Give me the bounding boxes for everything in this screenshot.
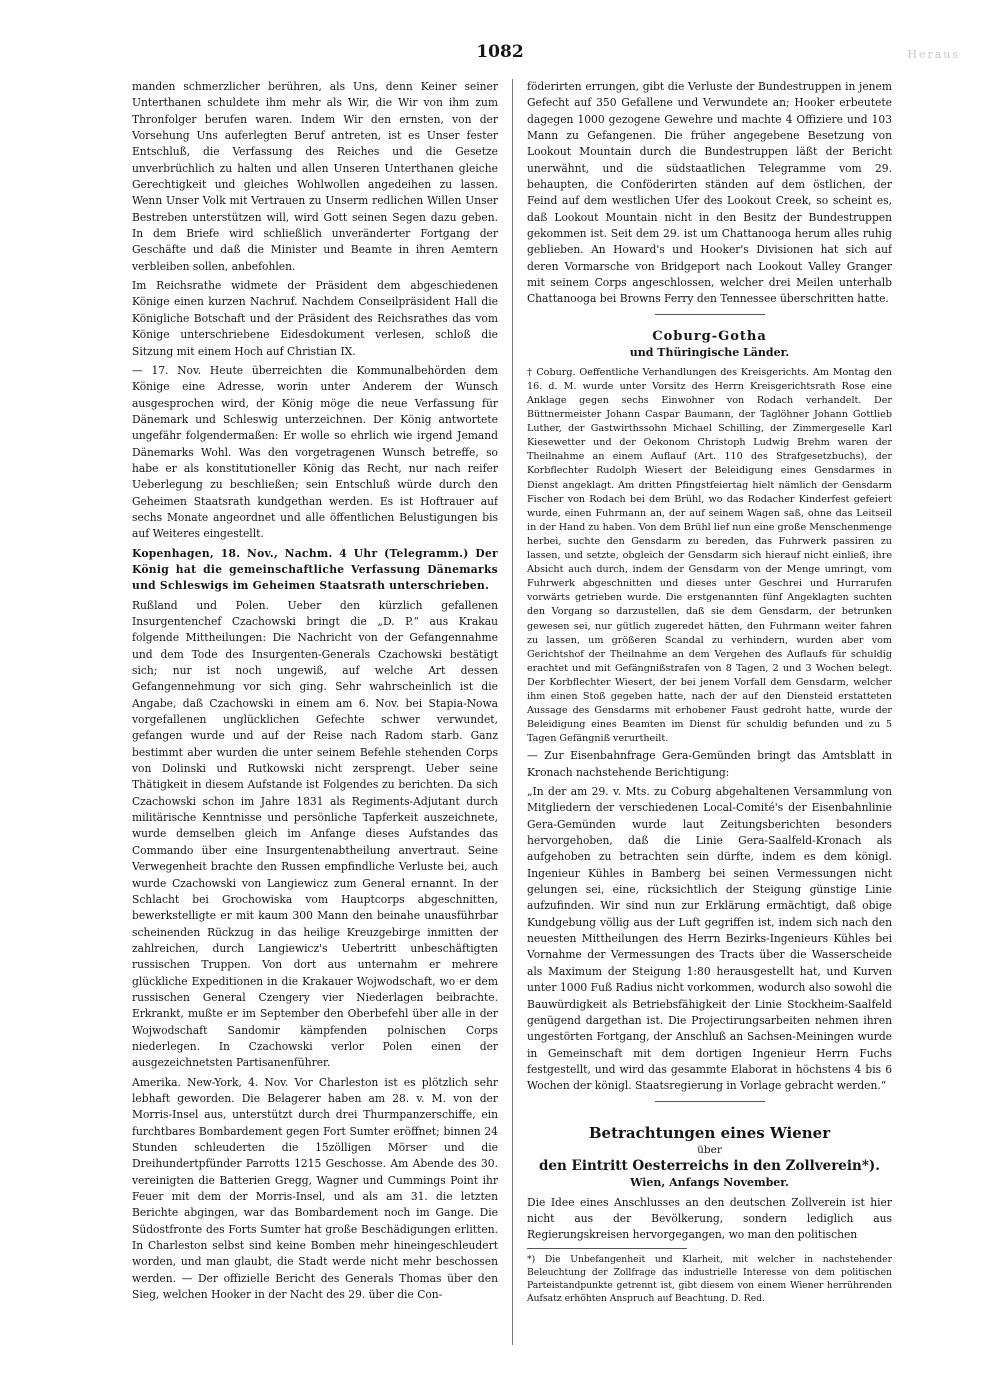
column-divider — [512, 79, 513, 1345]
article-subtitle: den Eintritt Oesterreichs in den Zollverein*). — [538, 1157, 880, 1174]
rail-quote: „In der am 29. v. Mts. zu Coburg abgehaltenen Versammlung von Mitgliedern der verschiedenen Local-Comité's der Eisenbahnlinie Gera-Gemünden wurde laut Zeitungsberichten besonders hervorgehoben, daß die Linie Gera-Saalfeld-Kronach als aufgehoben zu betrachten sein dürfte, indem es dem königl. Ingenieur Kühles in Bamberg bei seinen Vermessungen nicht gelungen sei, eine, rücksichtlich der Steigung günstige Linie aufzufinden. Wir sind nun zur Erklärung ermächtigt, daß obige Kundgebung völlig aus der Luft gegriffen ist, indem sich nach den neuesten Mittheilungen des Herrn Bezirks-Ingenieurs Kühles bei Vornahme der Vermessungen des Tracts über die Wasserscheide als Maximum der Steigung 1:80 herausgestellt hat, und Kurven unter 1000 Fuß Radius nicht vorkommen, wodurch also sowohl die Bauwürdigkeit als Betriebsfähigkeit der Linie Stockheim-Saalfeld genügend dargethan ist. Die Projectirungsarbeiten nehmen ihren ungestörten Fortgang, der Anschluß an Sachsen-Meiningen wurde in Gemeinschaft mit dem dortigen Ingenieur Herrn Fuchs festgestellt, und wird das gesammte Elaborat in höchstens 4 bis 6 Wochen der königl. Staatsregierung in Vorlage gebracht werden.“ — [527, 785, 892, 1093]
footnote: *) Die Unbefangenheit und Klarheit, mit welcher in nachstehender Beleuchtung der Zollfrage das industrielle Interesse von dem politischen Parteistandpunkte getrennt ist, gibt diesem von einem Wiener herrührenden Aufsatz erhöhten Anspruch auf Beachtung. D. Red. — [527, 1253, 892, 1304]
court-report: † Coburg. Oeffentliche Verhandlungen des Kreisgerichts. Am Montag den 16. d. M. wurde unter Vorsitz des Herrn Kreisgerichtsrath Rose eine Anklage gegen sechs Einwohner von Rodach verhandelt. Der Büttnermeister Johann Caspar Baumann, der Taglöhner Johann Gottlieb Luther, der Gastwirthssohn Michael Schilling, der Zimmergeselle Karl Kiesewetter und der Oekonom Christoph Ludwig Brehm waren der Theilnahme an einem Auflauf (Art. 110 des Strafgesetzbuchs), der Korbflechter Rudolph Wiesert der Beleidigung eines Gensdarmes in Dienst angeklagt. Am dritten Pfingstfeiertag hielt nämlich der Gensdarm Fischer von Rodach bei dem Brühl, wo das Rodacher Kinderfest gefeiert wurde, einen Fuhrmann an, der auf seinem Wagen saß, ohne das Leitseil in der Hand zu haben. Von dem Brühl lief nun eine große Menschenmenge herbei, suchte den Gensdarm zu bereden, das Fuhrwerk passiren zu lassen, und setzte, obgleich der Gensdarm sich hierauf nicht einließ, ihre Absicht auch durch, indem der Gensdarm von der Menge umringt, vom Fuhrwerk abgeschnitten und dieses unter Geschrei und Hurrarufen vorwärts getrieben wurde. Die erstgenannten fünf Angeklagten suchten den Vorgang so darzustellen, daß sie dem Gensdarm, der betrunken gewesen sei, nur gütlich zugeredet hätten, den Fuhrmann weiter fahren zu lassen, um größeren Scandal zu verhindern, wurden aber vom Gerichtshof der Theilnahme an dem Vergehen des Auflaufs für schuldig erachtet und mit Gefängnißstrafen von 8 Tagen, 2 und 3 Wochen belegt. Der Korbflechter Wiesert, der bei jenem Vorfall dem Gensdarm, welcher ihm einen Stoß gegeben hatte, nach der auf den Diensteid erstatteten Aussage des Gensdarms mit erhobener Faust gedroht hatte, wurde der Beleidigung eines Beamten im Dienst für schuldig befunden und zu 5 Tagen Gefängniß verurtheilt. — [527, 366, 892, 745]
left-paragraph-4: Kopenhagen, 18. Nov., Nachm. 4 Uhr (Telegramm.) Der König hat die gemeinschaftliche Verfassung Dänemarks und Schleswigs im Geheimen Staatsrath unterschrieben. — [132, 546, 498, 593]
bleed-through-text: Heraus — [907, 48, 960, 61]
article-byline: Wien, Anfangs November. — [630, 1175, 789, 1189]
left-column — [132, 79, 498, 1345]
article-body: Die Idee eines Anschlusses an den deutschen Zollverein ist hier nicht aus der Bevölkerung, sondern lediglich aus Regierungskreisen hervorgegangen, wo man den politischen — [527, 1195, 892, 1242]
left-paragraph-2: Im Reichsrathe widmete der Präsident dem abgeschiedenen Könige einen kurzen Nachruf. Nachdem Conseilpräsident Hall die Königliche Botschaft und der Präsident des Reichsrathes das vom Könige unterschriebene Eidesdokument verlesen, schloß die Sitzung mit einem Hoch auf Christian IX. — [132, 279, 498, 358]
page-header — [0, 42, 1000, 66]
left-paragraph-1: manden schmerzlicher berühren, als Uns, denn Keiner seiner Unterthanen schuldete ihm mehr als Wir, die Wir von ihm zum Thronfolger berufen waren. Indem Wir den ernsten, von der Vorsehung Uns auferlegten Beruf antreten, ist es Unser fester Entschluß, die Verfassung des Reiches und die Gesetze unverbrüchlich zu halten und allen Unseren Unterthanen gleiche Gerechtigkeit und gleiches Wohlwollen angedeihen zu lassen. Wenn Unser Volk mit Vertrauen zu Unserm redlichen Willen Unser Bestreben unterstützen will, wird Gott seinen Segen dazu geben. In dem Briefe wird schließlich unveränderter Fortgang der Geschäfte und daß die Minister und Beamte in ihren Aemtern verbleiben sollen, anbefohlen. — [132, 80, 498, 273]
article-separator — [655, 1101, 765, 1102]
section-title: Coburg-Gotha — [652, 328, 767, 344]
page-number: 1082 — [476, 42, 524, 62]
section-separator — [655, 314, 765, 315]
left-paragraph-6: Amerika. New-York, 4. Nov. Vor Charleston ist es plötzlich sehr lebhaft geworden. Die Belagerer haben am 28. v. M. von der Morris-Insel aus, unterstützt durch drei Thurmpanzerschiffe, ein furchtbares Bombardement gegen Fort Sumter eröffnet; binnen 24 Stunden schleuderten die 15zölligen Mörser und die Dreihundertpfünder Parrotts 1215 Geschosse. Am Abende des 30. vereinigten die Batterien Gregg, Wagner und Cummings Point ihr Feuer mit dem der Morris-Insel, und als am 31. die letzten Berichte abgingen, war das Bombardement noch im Gange. Die Südostfronte des Forts Sumter hat große Beschädigungen erlitten. In Charleston selbst sind keine Bomben mehr hineingeschleudert worden, und man glaubt, die Stadt werde nicht mehr beschossen werden. — Der offizielle Bericht des Generals Thomas über den Sieg, welchen Hooker in der Nacht des 29. über die Con- — [132, 1075, 498, 1302]
left-paragraph-3: — 17. Nov. Heute überreichten die Kommunalbehörden dem Könige eine Adresse, worin unter Anderem der Wunsch ausgesprochen wird, der König möge die neue Verfassung für Dänemark und Schleswig unterzeichnen. Der König antwortete ungefähr folgendermaßen: Er wolle so ehrlich wie irgend Jemand Dänemarks Wohl. Was den vorgetragenen Wunsch betreffe, so habe er als konstitutioneller König das Recht, nur nach reifer Ueberlegung zu beschließen; sein Entschluß würde durch den Geheimen Staatsrath kundgethan werden. Es ist Hoftrauer auf sechs Monate angeordnet und alle öffentlichen Belustigungen bis auf Weiteres eingestellt. — [132, 363, 498, 541]
section-subtitle: und Thüringische Länder. — [629, 345, 790, 359]
article-over: über — [697, 1143, 722, 1156]
rail-intro: — Zur Eisenbahnfrage Gera-Gemünden bringt das Amtsblatt in Kronach nachstehende Berichtigung: — [527, 749, 892, 779]
right-continuation: föderirten errungen, gibt die Verluste der Bundestruppen in jenem Gefecht auf 350 Gefallene und Verwundete an; Hooker erbeutete dagegen 1000 gezogene Gewehre und machte 4 Offiziere und 103 Mann zu Gefangenen. Die früher angegebene Besetzung von Lookout Mountain durch die Bundestruppen läßt der Bericht unerwähnt, und die südstaatlichen Telegramme vom 29. behaupten, die Conföderirten ständen auf dem östlichen, der Feind auf dem westlichen Ufer des Lookout Creek, so scheint es, daß Lookout Mountain nicht in den Besitz der Bundestruppen gekommen ist. Seit dem 29. ist um Chattanooga herum alles ruhig geblieben. An Howard's und Hooker's Divisionen hat sich auf deren Vormarsche von Bridgeport nach Lookout Valley Granger mit seinem Corps angeschlossen, welcher drei Meilen unterhalb Chattanooga bei Browns Ferry den Tennessee überschritten hatte. — [527, 80, 892, 306]
article-title: Betrachtungen eines Wiener — [588, 1123, 831, 1142]
right-column — [527, 79, 892, 1345]
footnote-rule — [527, 1248, 687, 1249]
left-paragraph-5: Rußland und Polen. Ueber den kürzlich gefallenen Insurgentenchef Czachowski bringt die „D. P.“ aus Krakau folgende Mittheilungen: Die Nachricht von der Gefangennahme und dem Tode des Insurgenten-Generals Czachowski bestätigt sich; nur ist noch ungewiß, auf welche Art dessen Gefangennehmung vor sich ging. Sehr wahrscheinlich ist die Angabe, daß Czachowski in einem am 6. Nov. bei Stapia-Nowa vorgefallenen unglücklichen Gefechte schwer verwundet, gefangen wurde und auf der Reise nach Radom starb. Ganz bestimmt aber wurden die unter seinem Befehle stehenden Corps von Dolinski und Rutkowski nicht zersprengt. Ueber seine Thätigkeit in diesem Aufstande ist Folgendes zu berichten. Da sich Czachowski schon im Jahre 1831 als Regiments-Adjutant durch militärische Kenntnisse und persönliche Tapferkeit auszeichnete, wurde demselben gleich im Anfange dieses Aufstandes das Commando über eine Insurgentenabtheilung anvertraut. Seine Verwegenheit brachte den Russen empfindliche Verluste bei, auch wurde Czachowski von Langiewicz zum General ernannt. In der Schlacht bei Grochowiska vom Hauptcorps abgeschnitten, bewerkstelligte er mit kaum 300 Mann den beinahe unausführbar scheinenden Rückzug in das heilige Kreuzgebirge inmitten der zahlreichen, durch Langiewicz's Uebertritt unbeschäftigten russischen Truppen. Von dort aus unternahm er mehrere glückliche Expeditionen in die Krakauer Wojwodschaft, wo er dem russischen General Czengery vier Niederlagen beibrachte. Erkrankt, mußte er im September den Oberbefehl über alle in der Wojwodschaft Sandomir kämpfenden polnischen Corps niederlegen. In Czachowski verlor Polen einen der ausgezeichnetsten Partisanenführer. — [132, 598, 498, 1070]
